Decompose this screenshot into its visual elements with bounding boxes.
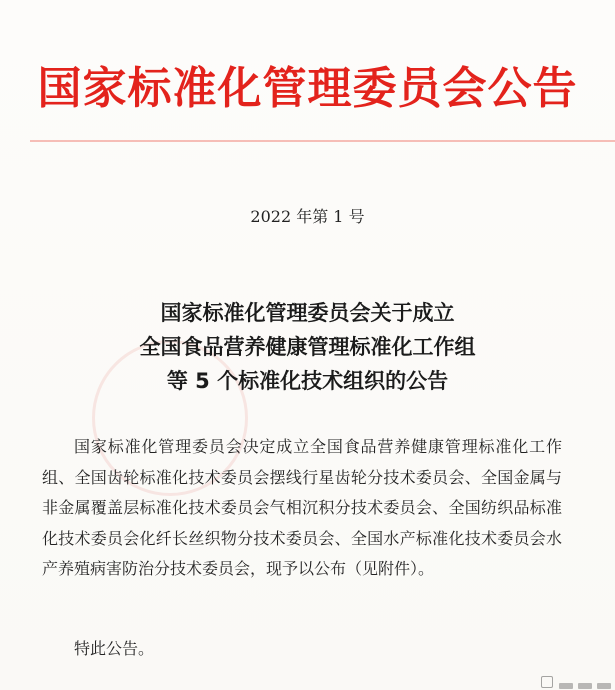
closing-line: 特此公告。 bbox=[74, 639, 155, 658]
title-line-2: 全国食品营养健康管理标准化工作组 bbox=[139, 335, 476, 359]
body-paragraph: 国家标准化管理委员会决定成立全国食品营养健康管理标准化工作组、全国齿轮标准化技术委员会摆线行星齿轮分技术委员会、全国金属与非金属覆盖层标准化技术委员会气相沉积分技术委员会、全国纺织品标准化技术委员会化纤长丝织物分技术委员会、全国水产标准化技术委员会水产养殖病害防治分技术委员会，现予以公布（见附件）。 bbox=[42, 437, 562, 578]
title-line-1: 国家标准化管理委员会关于成立 bbox=[160, 301, 455, 325]
issuer-header-title: 国家标准化管理委员会公告 bbox=[37, 63, 578, 114]
watermark-text-fragment bbox=[559, 683, 611, 689]
body-section bbox=[42, 432, 562, 585]
header-divider bbox=[30, 140, 615, 142]
document-title bbox=[0, 296, 615, 398]
watermark bbox=[491, 674, 615, 690]
title-line-3: 等 5 个标准化技术组织的公告 bbox=[166, 369, 449, 393]
watermark-icon bbox=[541, 676, 553, 688]
document-number: 2022 年第 1 号 bbox=[250, 207, 365, 226]
